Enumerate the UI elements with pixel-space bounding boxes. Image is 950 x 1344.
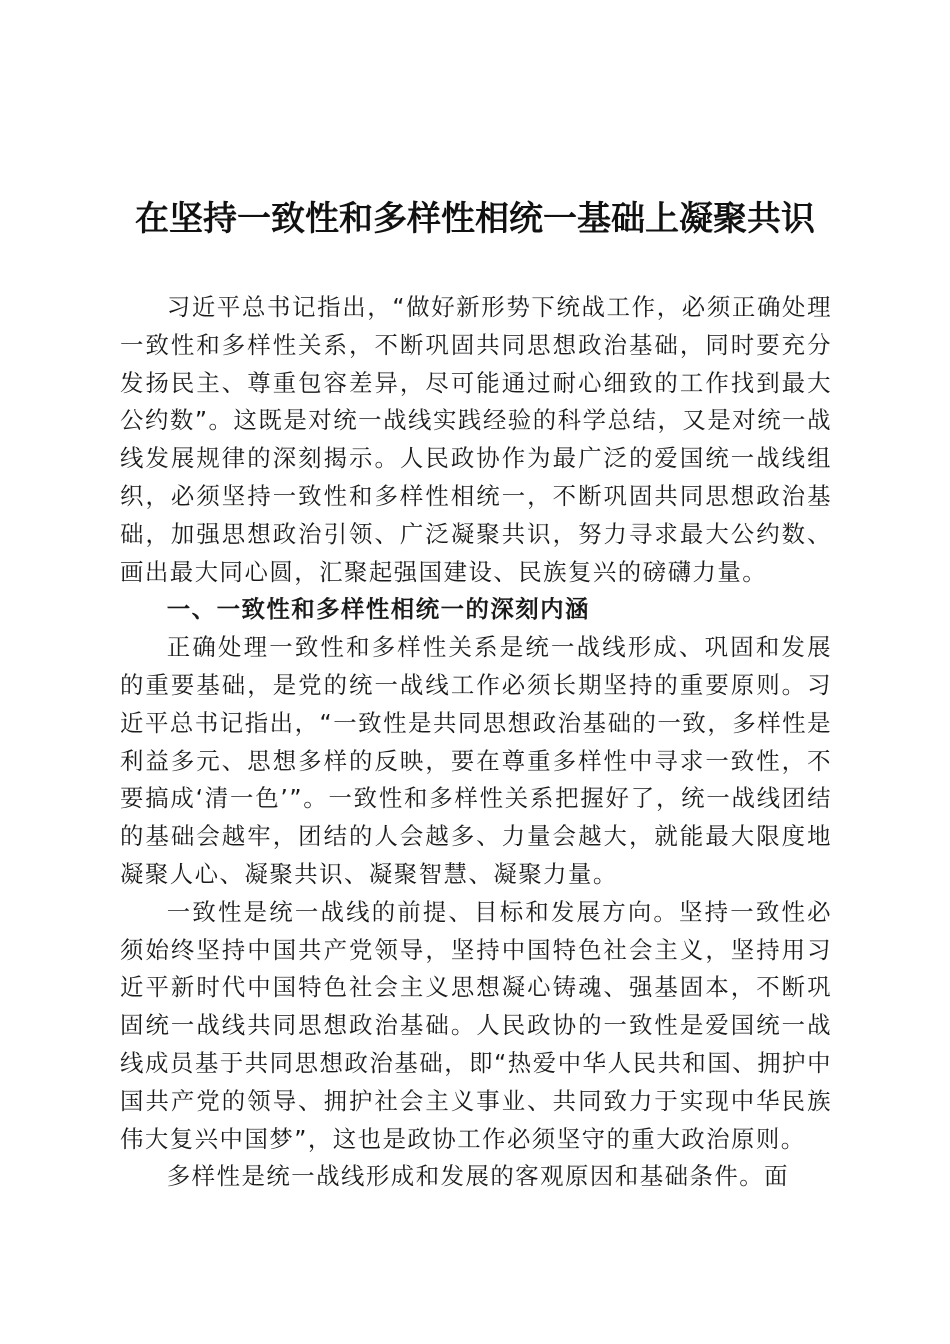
paragraph-intro: 习近平总书记指出，“做好新形势下统战工作，必须正确处理一致性和多样性关系，不断巩固共同思想政治基础，同时要充分发扬民主、尊重包容差异，尽可能通过耐心细致的工作找到最大公约数”。这既是对统一战线实践经验的科学总结，又是对统一战线发展规律的深刻揭示。人民政协作为最广泛的爱国统一战线组织，必须坚持一致性和多样性相统一，不断巩固共同思想政治基础，加强思想政治引领、广泛凝聚共识，努力寻求最大公约数、画出最大同心圆，汇聚起强国建设、民族复兴的磅礴力量。 bbox=[120, 293, 832, 586]
paragraph-3: 一致性是统一战线的前提、目标和发展方向。坚持一致性必须始终坚持中国共产党领导，坚持中国特色社会主义，坚持用习近平新时代中国特色社会主义思想凝心铸魂、强基固本，不断巩固统一战线共同思想政治基础。人民政协的一致性是爱国统一战线成员基于共同思想政治基础，即“热爱中华人民共和国、拥护中国共产党的领导、拥护社会主义事业、共同致力于实现中华民族伟大复兴中国梦”，这也是政协工作必须坚守的重大政治原则。 bbox=[120, 897, 832, 1153]
document-title: 在坚持一致性和多样性相统一基础上凝聚共识 bbox=[135, 199, 815, 239]
section-heading-1: 一、一致性和多样性相统一的深刻内涵 bbox=[166, 595, 590, 624]
document-body bbox=[120, 289, 832, 1196]
paragraph-4: 多样性是统一战线形成和发展的客观原因和基础条件。面 bbox=[166, 1162, 790, 1191]
paragraph-2: 正确处理一致性和多样性关系是统一战线形成、巩固和发展的重要基础，是党的统一战线工作必须长期坚持的重要原则。习近平总书记指出，“一致性是共同思想政治基础的一致，多样性是利益多元、思想多样的反映，要在尊重多样性中寻求一致性，不要搞成‘清一色’”。一致性和多样性关系把握好了，统一战线团结的基础会越牢，团结的人会越多、力量会越大，就能最大限度地凝聚人心、凝聚共识、凝聚智慧、凝聚力量。 bbox=[120, 633, 832, 888]
